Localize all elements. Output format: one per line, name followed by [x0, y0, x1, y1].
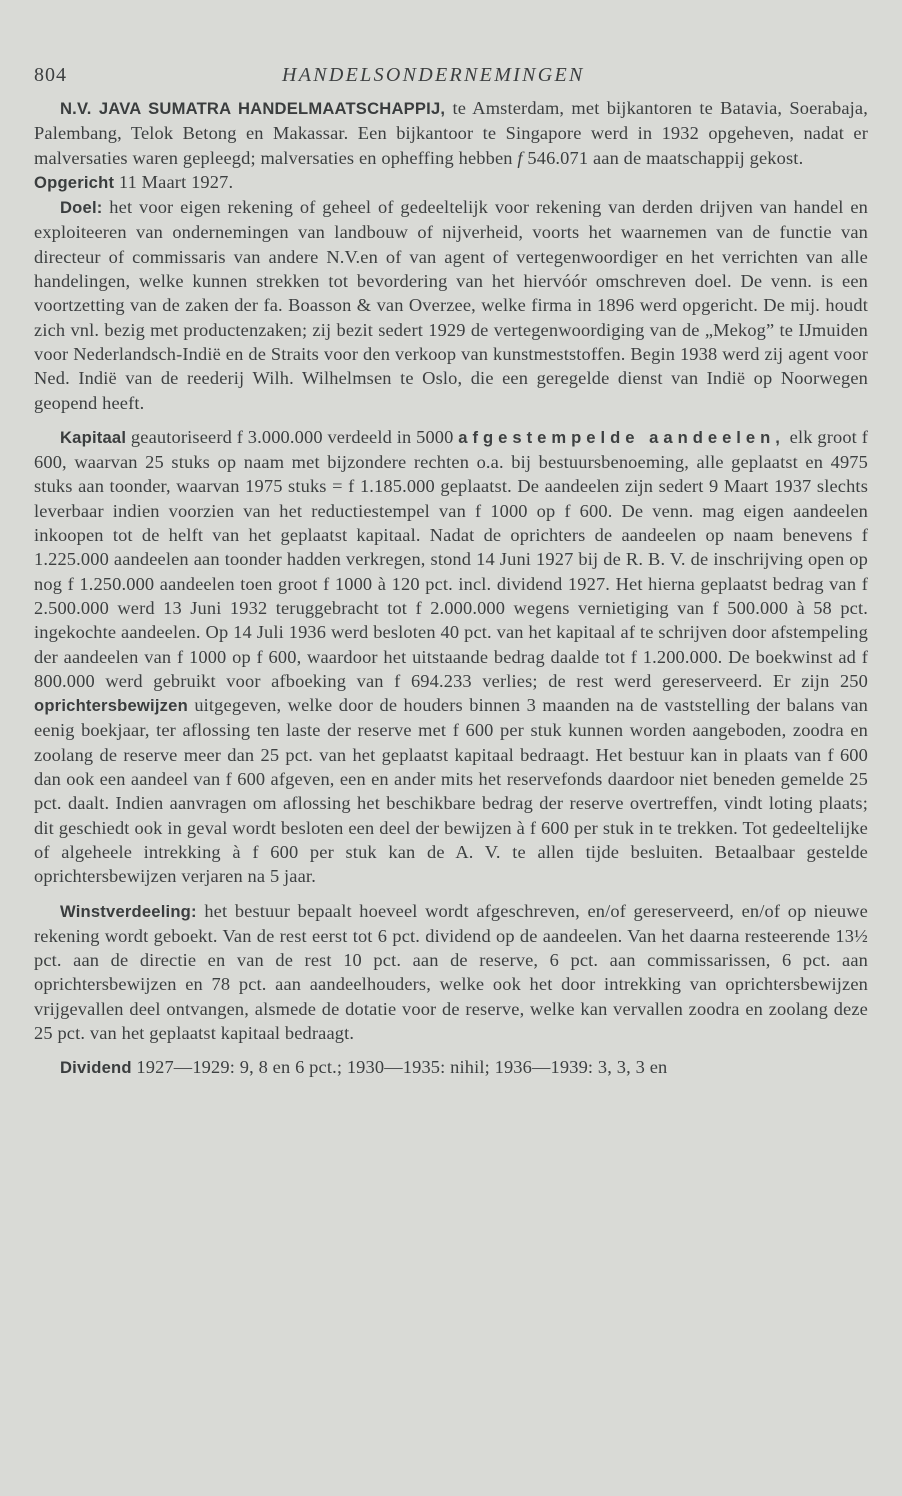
doel-paragraph	[34, 195, 868, 415]
page-number: 804	[34, 64, 67, 86]
company-intro-end: 546.071 aan de maatschappij gekost.	[522, 147, 804, 168]
founded-text: 11 Maart 1927.	[114, 171, 234, 192]
page-header	[34, 58, 868, 96]
article-body	[34, 96, 868, 1081]
doel-text: het voor eigen rekening of geheel of gedeeltelijk voor rekening van derden drijven van handel en exploiteeren van ondernemingen van landbouw of nijverheid, voorts het waarnemen van de functie van directeur of commissaris van andere N.V.en of van agent of vertegenwoordiger en het verrichten van alle handelingen, welke kunnen strekken tot bevordering van het hiervóór omschreven doel. De venn. is een voortzetting van de zaken der fa. Boasson & van Overzee, welke firma in 1896 werd opgericht. De mij. houdt zich vnl. bezig met productenzaken; zij bezit sedert 1929 de vertegenwoordiging van de „Mekog” te IJmuiden voor Nederlandsch-Indië en de Straits voor den verkoop van kunstmeststoffen. Begin 1938 werd zij agent voor Ned. Indië van de reederij Wilh. Wilhelmsen te Oslo, die een geregelde dienst van Indië op Noorwegen geopend heeft.	[34, 197, 868, 413]
winstverdeeling-label: Winstverdeeling:	[60, 901, 197, 921]
doel-label: Doel:	[60, 198, 103, 218]
company-name: N.V. JAVA SUMATRA HANDELMAATSCHAPPIJ,	[60, 99, 446, 118]
winstverdeeling-paragraph	[34, 899, 868, 1046]
oprichtersbewijzen-label: oprichtersbewijzen	[34, 696, 188, 716]
kapitaal-text-1: geautoriseerd f 3.000.000 verdeeld in 5000	[126, 426, 459, 447]
winstverdeeling-text: het bestuur bepaalt hoeveel wordt afgeschreven, en/of gereserveerd, en/of op nieuwe rekening wordt geboekt. Van de rest eerst tot 6 pct. dividend op de aandeelen. Van het daarna resteerende 13½ pct. aan de directie en van de rest 10 pct. aan de reserve, 6 pct. aan commissarissen, 6 pct. aan oprichtersbewijzen en 78 pct. aan aandeelhouders, welke ook het door intrekking van oprichtersbewijzen vrijgevallen deel ontvangen, alsmede de dotatie voor de reserve, welke kan vervallen zoodra en zoolang deze 25 pct. van het geplaatst kapitaal bedraagt.	[34, 900, 868, 1043]
dividend-text: 1927—1929: 9, 8 en 6 pct.; 1930—1935: nihil; 1936—1939: 3, 3, 3 en	[131, 1057, 668, 1078]
kapitaal-text-2: elk groot f 600, waarvan 25 stuks op naam met bijzondere rechten o.a. bij bestuursbenoeming, alle geplaatst en 4975 stuks aan toonder, waarvan 1975 stuks = f 1.185.000 geplaatst. De aandeelen zijn sedert 9 Maart 1937 slechts leverbaar indien voorzien van het reductiestempel van f 1000 op f 600. De venn. mag eigen aandeelen inkoopen tot de helft van het geplaatst kapitaal. Nadat de oprichters de aandeelen op naam benevens f 1.225.000 aandeelen aan toonder hadden verkregen, stond 14 Juni 1927 bij de R. B. V. de inschrijving open op nog f 1.250.000 aandeelen toen groot f 1000 à 120 pct. incl. dividend 1927. Het hierna geplaatst bedrag van f 2.500.000 werd 13 Juni 1932 teruggebracht tot f 2.000.000 wegens vernietiging van f 500.000 à 58 pct. ingekochte aandeelen. Op 14 Juli 1936 werd besloten 40 pct. van het kapitaal af te schrijven door afstempeling der aandeelen van f 1000 op f 600, waardoor het uitstaande bedrag daalde tot f 1.200.000. De boekwinst ad f 800.000 werd gebruikt voor afboeking van f 694.233 verlies; de rest werd gereserveerd. Er zijn 250	[34, 426, 868, 691]
guilder-sign: f	[517, 147, 523, 168]
kapitaal-text-3: uitgegeven, welke door de houders binnen 3 maanden na de vaststelling der balans van eenig boekjaar, ter aflossing ten laste der reserve met f 600 per stuk kunnen worden aangeboden, zoodra en zoolang de reserve meer dan 25 pct. van het geplaatst kapitaal bedraagt. Het bestuur kan in plaats van f 600 dan ook een aandeel van f 600 afgeven, een en ander mits het reservefonds daardoor niet beneden gemelde 25 pct. daalt. Indien aanvragen om aflossing het beschikbare bedrag der reserve overtreffen, vindt loting plaats; dit geschiedt ook in geval wordt besloten een deel der bewijzen à f 600 per stuk in te trekken. Tot gedeeltelijke of algeheele intrekking à f 600 per stuk kan de A. V. te allen tijde besluiten. Betaalbaar gestelde oprichtersbewijzen verjaren na 5 jaar.	[34, 695, 868, 887]
dividend-label: Dividend	[60, 1058, 132, 1078]
company-intro: te Amsterdam, met bijkantoren te Batavia, Soerabaja, Palembang, Telok Betong en Makassar. Een bijkantoor te Singapore werd in 1932 opgeheven, nadat er malversaties waren gepleegd; malversaties en opheffing hebben	[34, 98, 868, 168]
dividend-paragraph	[34, 1055, 868, 1080]
founded-label: Opgericht	[34, 172, 115, 192]
running-head: HANDELSONDERNEMINGEN	[282, 64, 585, 86]
kapitaal-paragraph	[34, 425, 868, 889]
kapitaal-label: Kapitaal	[60, 427, 127, 447]
kapitaal-spaced-term: afgestempelde aandeelen,	[458, 427, 785, 447]
company-paragraph	[34, 96, 868, 195]
